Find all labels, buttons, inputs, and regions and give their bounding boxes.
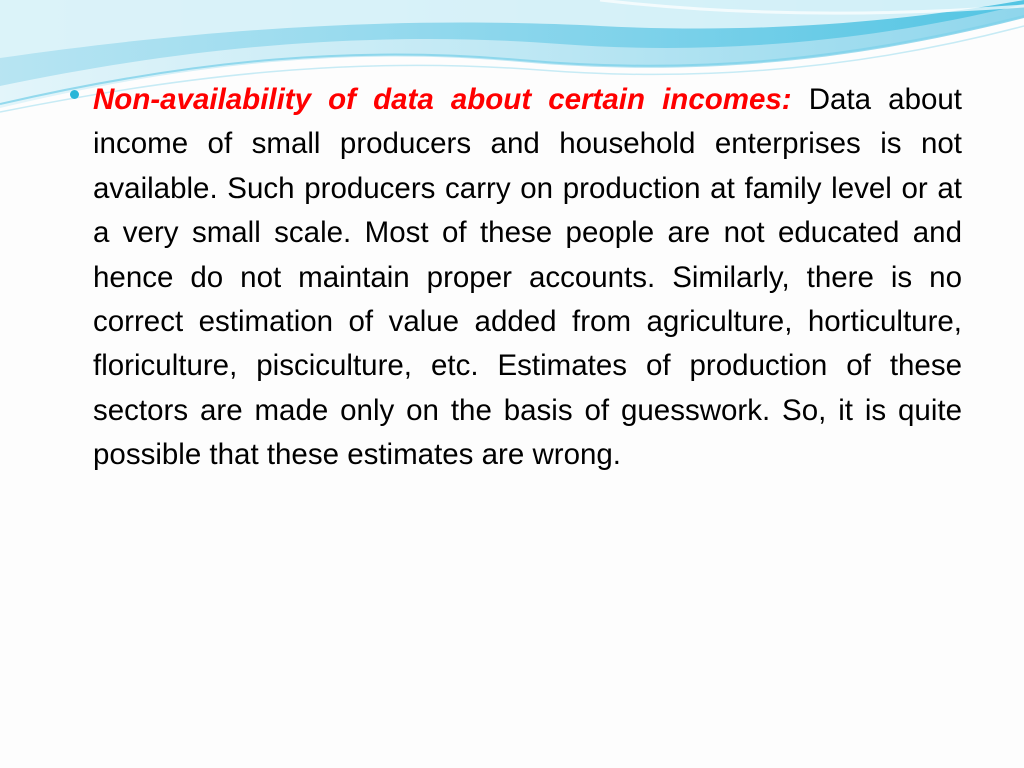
bullet-body: Data about income of small producers and household enterprises is not available. Such producers carry on production at family level or at a very small scale. Most of these people are not educated and hence do not maintain proper accounts. Similarly, there is no correct estimation of value added from agriculture, horticulture, floriculture, pisciculture, etc. Estimates of production of these sectors are made only on the basis of guesswork. So, it is quite possible that these estimates are wrong. [93,83,962,472]
bullet-paragraph [93,78,962,478]
bullet-heading: Non-availability of data about certain incomes: [93,83,792,116]
bullet-dot-icon [70,90,79,99]
bullet-item [70,78,962,478]
slide-content [70,78,962,478]
